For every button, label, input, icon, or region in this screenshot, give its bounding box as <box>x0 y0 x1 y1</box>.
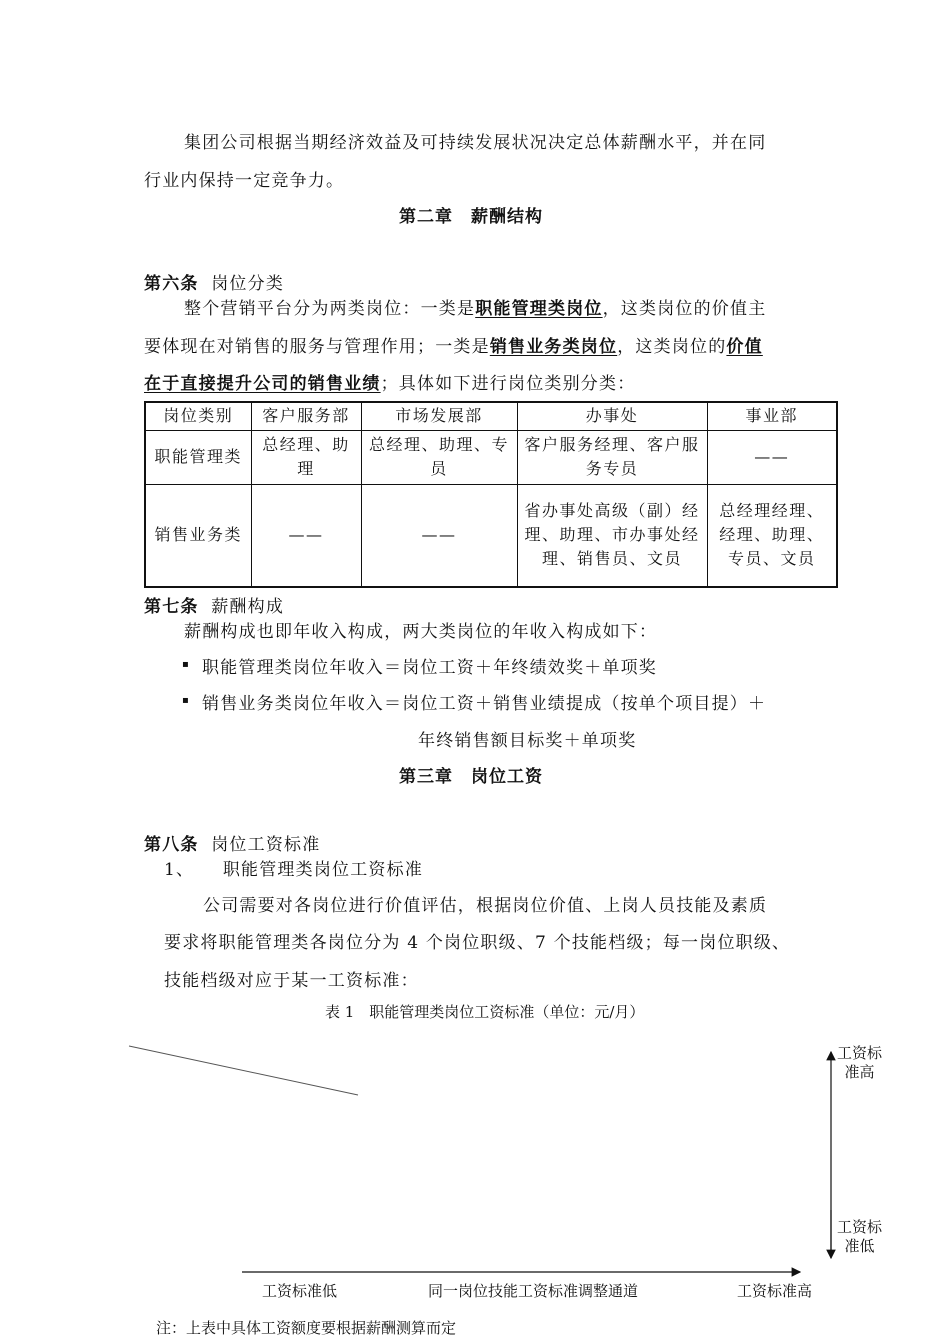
article-6-text: ；具体如下进行岗位类别分类： <box>380 374 636 394</box>
article-8-line-1: 公司需要对各岗位进行价值评估，根据岗位价值、上岗人员技能及素质 <box>203 896 768 916</box>
table-cell: 总经理、助理 <box>251 430 361 484</box>
table-cell: 职能管理类 <box>145 430 251 484</box>
sub-item-number: 1、 <box>164 860 195 880</box>
article-8-title: 岗位工资标准 <box>211 835 321 855</box>
axis-label-left: 工资标准低 <box>262 1282 338 1300</box>
table-header: 事业部 <box>707 402 837 430</box>
keyword-management-posts: 职能管理类岗位 <box>475 299 603 319</box>
article-6-text: 要体现在对销售的服务与管理作用；一类是 <box>144 337 490 357</box>
table-header: 岗位类别 <box>145 402 251 430</box>
table-1-caption: 表 1 职能管理类岗位工资标准（单位：元/月） <box>325 1003 645 1021</box>
diagonal-header-line <box>129 1046 358 1095</box>
footnote: 注：上表中具体工资额度要根据薪酬测算而定 <box>156 1319 457 1337</box>
chapter-3-title: 第三章 岗位工资 <box>399 767 543 787</box>
article-6-text: ，这类岗位的 <box>617 337 727 357</box>
article-8-line-2: 要求将职能管理类各岗位分为 4 个岗位职级、7 个技能档级；每一岗位职级、 <box>164 933 791 953</box>
axis-label-top <box>837 1044 882 1082</box>
bullet-item-2-continued: 年终销售额目标奖＋单项奖 <box>418 731 637 751</box>
table-cell: —— <box>361 484 517 587</box>
keyword-value: 价值 <box>726 337 763 357</box>
table-cell: —— <box>707 430 837 484</box>
bullet-item-2: 销售业务类岗位年收入＝岗位工资＋销售业绩提成（按单个项目提）＋ <box>202 694 767 714</box>
sub-item-title: 职能管理类岗位工资标准 <box>222 860 424 880</box>
table-cell: 总经理经理、经理、助理、专员、文员 <box>707 484 837 587</box>
table-cell: 销售业务类 <box>145 484 251 587</box>
table-header: 办事处 <box>517 402 707 430</box>
chapter-2-title: 第二章 薪酬结构 <box>399 207 543 227</box>
bullet-icon: ▪ <box>182 695 189 706</box>
axis-label-right: 工资标准高 <box>737 1282 813 1300</box>
table-cell: —— <box>251 484 361 587</box>
article-7-intro: 薪酬构成也即年收入构成，两大类岗位的年收入构成如下： <box>184 622 658 642</box>
axis-label-bottom-line: 准低 <box>844 1237 875 1255</box>
article-8-number: 第八条 <box>144 835 199 855</box>
table-cell: 客户服务经理、客户服务专员 <box>517 430 707 484</box>
table-cell: 省办事处高级（副）经理、助理、市办事处经理、销售员、文员 <box>517 484 707 587</box>
article-6-text: 整个营销平台分为两类岗位：一类是 <box>184 299 476 319</box>
intro-line-1: 集团公司根据当期经济效益及可持续发展状况决定总体薪酬水平，并在同 <box>184 133 767 153</box>
bullet-item-1: 职能管理类岗位年收入＝岗位工资＋年终绩效奖＋单项奖 <box>202 658 657 678</box>
article-7-title: 薪酬构成 <box>211 597 285 617</box>
article-8-line-3: 技能档级对应于某一工资标准： <box>164 971 419 991</box>
axis-label-bottom-line: 工资标 <box>837 1218 883 1236</box>
table-header: 客户服务部 <box>251 402 361 430</box>
article-6-title: 岗位分类 <box>211 274 285 294</box>
keyword-sales-posts: 销售业务类岗位 <box>489 337 618 357</box>
axis-label-bottom <box>837 1218 882 1256</box>
keyword-sales-performance: 在于直接提升公司的销售业绩 <box>144 374 381 394</box>
intro-line-2: 行业内保持一定竞争力。 <box>144 171 345 191</box>
axis-label-middle: 同一岗位技能工资标准调整通道 <box>428 1282 639 1300</box>
bullet-icon: ▪ <box>182 659 189 670</box>
axis-label-top-line: 工资标 <box>837 1044 883 1062</box>
table-header: 市场发展部 <box>361 402 517 430</box>
article-6-text: ，这类岗位的价值主 <box>602 299 767 319</box>
article-6-number: 第六条 <box>144 274 199 294</box>
article-7-number: 第七条 <box>144 597 199 617</box>
axis-label-top-line: 准高 <box>844 1063 875 1081</box>
table-cell: 总经理、助理、专员 <box>361 430 517 484</box>
